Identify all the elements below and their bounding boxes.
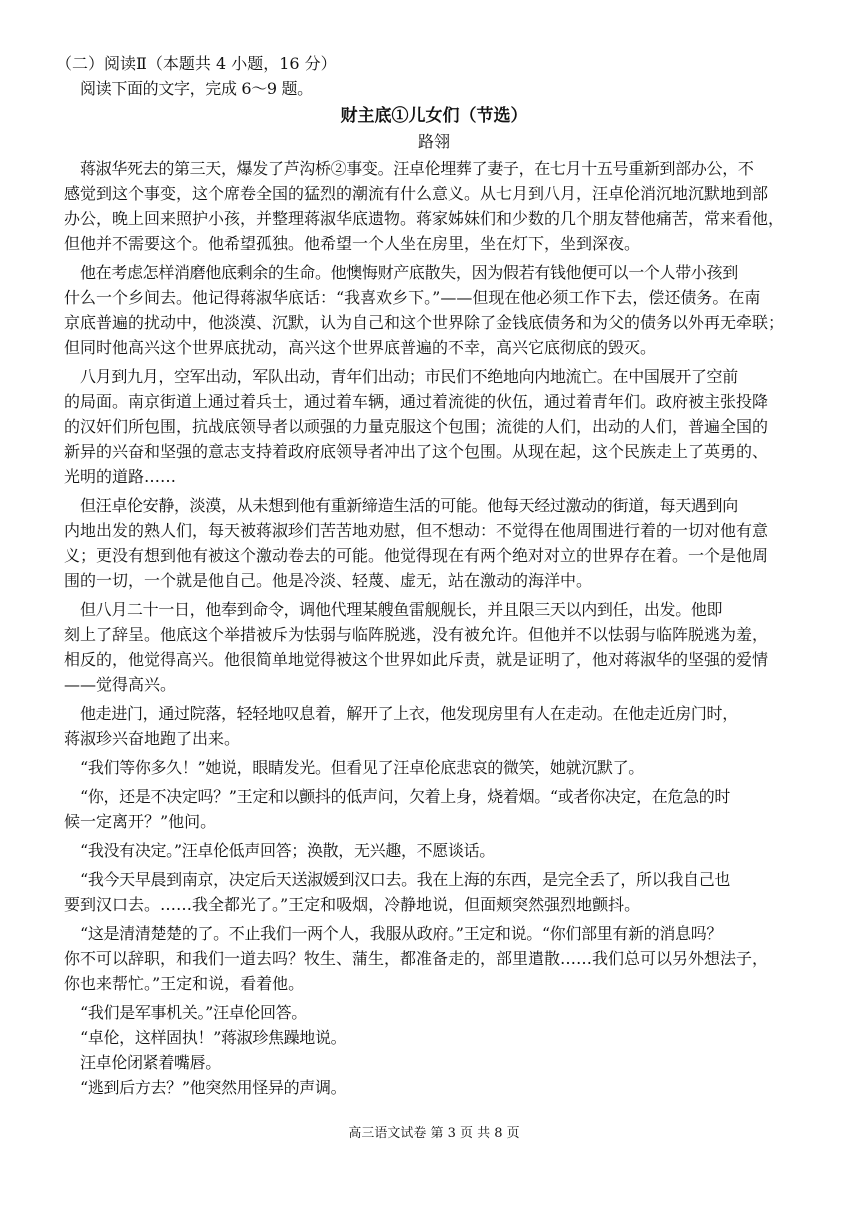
passage-line: “我们等你多久！”她说，眼睛发光。但看见了汪卓伦底悲哀的微笑，她就沉默了。 xyxy=(80,758,644,777)
passage-line: 光明的道路…… xyxy=(64,467,177,486)
passage-line: “你，还是不决定吗？”王定和以颤抖的低声问，欠着上身，烧着烟。“或者你决定，在危急的时 xyxy=(80,787,731,806)
passage-title: 财主底①儿女们（节选） xyxy=(340,106,528,126)
passage-line: 蒋淑华死去的第三天，爆发了芦沟桥②事变。汪卓伦埋葬了妻子，在七月十五号重新到部办公，不 xyxy=(80,159,754,178)
passage-line: 相反的，他觉得高兴。他很简单地觉得被这个世界如此斥责，就是证明了，他对蒋淑华的坚强的爱情 xyxy=(64,650,769,669)
instruction-text: 阅读下面的文字，完成 6～9 题。 xyxy=(80,79,313,98)
page-footer: 高三语文试卷 第 3 页 共 8 页 xyxy=(348,1126,520,1141)
passage-line: 新异的兴奋和坚强的意志支持着政府底领导者冲出了这个包围。从现在起，这个民族走上了英勇的、 xyxy=(64,442,769,461)
passage-line: 的局面。南京街道上通过着兵士，通过着车辆，通过着流徙的伙伍，通过着青年们。政府被主张投降 xyxy=(64,392,769,411)
passage-line: 蒋淑珍兴奋地跑了出来。 xyxy=(64,729,241,748)
passage-line: “我没有决定。”汪卓伦低声回答；涣散，无兴趣，不愿谈话。 xyxy=(80,841,495,860)
passage-line: 刻上了辞呈。他底这个举措被斥为怯弱与临阵脱逃，没有被允许。但他并不以怯弱与临阵脱逃为羞， xyxy=(64,625,769,644)
passage-line: 汪卓伦闭紧着嘴唇。 xyxy=(80,1053,221,1072)
passage-line: “卓伦，这样固执！”蒋淑珍焦躁地说。 xyxy=(80,1028,347,1047)
passage-author: 路翎 xyxy=(417,132,450,151)
passage-line: “这是清清楚楚的了。不止我们一两个人，我服从政府。”王定和说。“你们部里有新的消息吗？ xyxy=(80,924,723,943)
passage-line: 但八月二十一日，他奉到命令，调他代理某艘鱼雷舰舰长，并且限三天以内到任，出发。他即 xyxy=(80,600,723,619)
passage-line: 办公，晚上回来照护小孩，并整理蒋淑华底遗物。蒋家姊妹们和少数的几个朋友替他痛苦，常来看他， xyxy=(64,209,785,228)
passage-line: 京底普遍的扰动中，他淡漠、沉默，认为自己和这个世界除了金钱底债务和为父的债务以外再无牵联； xyxy=(64,313,785,332)
passage-line: 围的一切，一个就是他自己。他是冷淡、轻蔑、虚无，站在激动的海洋中。 xyxy=(64,571,593,590)
passage-line: 要到汉口去。……我全都光了。”王定和吸烟，冷静地说，但面颊突然强烈地颤抖。 xyxy=(64,895,641,914)
passage-line: 他在考虑怎样消磨他底剩余的生命。他懊悔财产底散失，因为假若有钱他便可以一个人带小孩到 xyxy=(80,263,738,282)
section-heading: （二）阅读Ⅱ（本题共 4 小题，16 分） xyxy=(56,54,337,73)
passage-line: 他走进门，通过院落，轻轻地叹息着，解开了上衣，他发现房里有人在走动。在他走近房门时， xyxy=(80,704,738,723)
passage-line: 的汉奸们所包围，抗战底领导者以顽强的力量克服这个包围；流徙的人们，出动的人们，普遍全国的 xyxy=(64,417,769,436)
passage-line: “我今天早晨到南京，决定后天送淑媛到汉口去。我在上海的东西，是完全丢了，所以我自己也 xyxy=(80,870,731,889)
passage-line: 你不可以辞职，和我们一道去吗？牧生、蒲生，都准备走的，部里遣散……我们总可以另外想法子， xyxy=(64,949,769,968)
passage-line: 感觉到这个事变，这个席卷全国的猛烈的潮流有什么意义。从七月到八月，汪卓伦消沉地沉默地到部 xyxy=(64,184,769,203)
passage-line: ——觉得高兴。 xyxy=(64,675,177,694)
passage-line: 什么一个乡间去。他记得蒋淑华底话：“我喜欢乡下。”——但现在他必须工作下去，偿还债务。在南 xyxy=(64,288,761,307)
passage-line: 候一定离开？”他问。 xyxy=(64,812,217,831)
passage-line: “逃到后方去？”他突然用怪异的声调。 xyxy=(80,1078,347,1097)
passage-line: “我们是军事机关。”汪卓伦回答。 xyxy=(80,1003,307,1022)
passage-line: 义；更没有想到他有被这个激动卷去的可能。他觉得现在有两个绝对对立的世界存在着。一个是他周 xyxy=(64,546,769,565)
passage-line: 八月到九月，空军出动，军队出动，青年们出动；市民们不绝地向内地流亡。在中国展开了空前 xyxy=(80,367,738,386)
passage-line: 但汪卓伦安静，淡漠，从未想到他有重新缔造生活的可能。他每天经过激动的街道，每天遇到向 xyxy=(80,496,738,515)
passage-line: 内地出发的熟人们，每天被蒋淑珍们苦苦地劝慰，但不想动：不觉得在他周围进行着的一切对他有意 xyxy=(64,521,769,540)
passage-line: 你也来帮忙。”王定和说，看着他。 xyxy=(64,974,305,993)
passage-line: 但他并不需要这个。他希望孤独。他希望一个人坐在房里，坐在灯下，坐到深夜。 xyxy=(64,234,641,253)
passage-line: 但同时他高兴这个世界底扰动，高兴这个世界底普遍的不幸，高兴它底彻底的毁灭。 xyxy=(64,338,657,357)
